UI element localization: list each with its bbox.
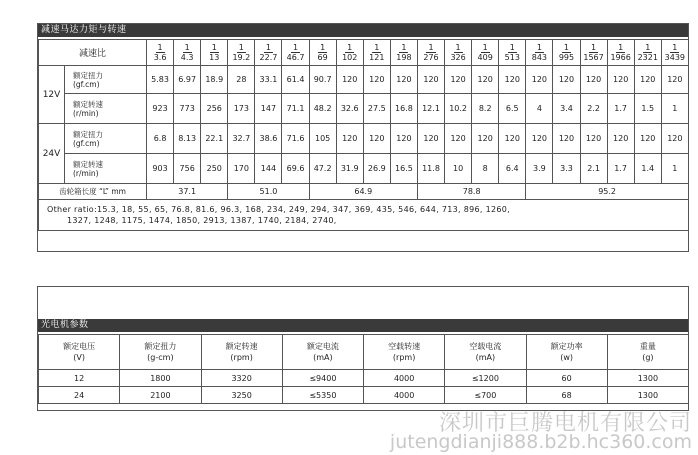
torque-label-12v: 额定扭力 (gf.cm) [65,66,147,94]
value-cell: 120 [417,66,444,94]
ratio-denominator: 3.6 [153,53,167,62]
value-cell: 6.4 [499,154,526,184]
value-cell: 2.2 [580,94,607,124]
optical-data-row [39,387,689,404]
value-cell: 120 [526,124,553,154]
value-cell: 120 [499,66,526,94]
ratio-cell [661,40,688,66]
row-12v-torque [39,66,689,94]
value-cell: 923 [147,94,174,124]
value-cell: 120 [363,124,390,154]
ratio-row [39,40,689,66]
voltage-24v-label: 24V [39,124,65,184]
value-cell: 120 [607,124,634,154]
ratio-numerator: 1 [645,43,651,52]
value-cell: 120 [417,124,444,154]
gear-motor-panel [37,23,689,252]
value-cell: 120 [553,124,580,154]
optical-header-cell: 额定功率 (w) [526,335,607,370]
value-cell: 1.7 [607,154,634,184]
value-cell: 144 [255,154,282,184]
optical-header-cell: 空载转速 (rpm) [364,335,445,370]
ratio-cell [417,40,444,66]
ratio-numerator: 1 [563,43,570,52]
gear-motor-table [38,39,689,231]
value-cell: 4 [526,94,553,124]
value-cell: 1 [661,154,688,184]
speed-label-24v: 额定转速 (r/min) [65,154,147,184]
ratio-numerator: 1 [347,43,353,52]
optical-header-cell: 额定电压 (V) [39,335,120,370]
value-cell: 120 [526,66,553,94]
value-cell: 1.5 [634,94,661,124]
gearbox-length-label: 齿轮箱长度 “L” mm [39,184,147,200]
ratio-cell [634,40,661,66]
value-cell: 120 [580,124,607,154]
watermark-company: 深圳市巨腾电机有限公司 [438,411,692,436]
value-cell: 48.2 [309,94,336,124]
value-cell: 903 [147,154,174,184]
ratio-numerator: 1 [211,43,217,52]
value-cell: 1.7 [607,94,634,124]
ratio-cell [309,40,336,66]
optical-value-cell: 12 [39,370,120,387]
ratio-numerator: 1 [157,43,163,52]
value-cell: 120 [390,66,417,94]
value-cell: 27.5 [363,94,390,124]
ratio-numerator: 1 [320,43,326,52]
value-cell: 16.8 [390,94,417,124]
ratio-numerator: 1 [591,43,597,52]
value-cell: 173 [228,94,255,124]
ratio-numerator: 1 [428,43,434,52]
ratio-numerator: 1 [265,43,271,52]
ratio-denominator: 4.3 [180,53,194,62]
ratio-cell [526,40,553,66]
optical-value-cell: 3250 [201,387,282,404]
value-cell: 8.2 [472,94,499,124]
optical-value-cell: 3320 [201,370,282,387]
ratio-denominator: 276 [423,53,439,62]
value-cell: 120 [336,66,363,94]
other-ratio-text: Other ratio:15.3, 18, 55, 65, 76.8, 81.6, 96.3, 168, 234, 249, 294, 347, 369, 435, 546, 644, 713, 896, 1260, 1327, 1248, 1175, 1474, 1850, 2913, 1387, 1740, 2184, 2740, [39,200,689,231]
ratio-denominator: 1966 [610,53,631,62]
ratio-cell [363,40,390,66]
value-cell: 120 [445,66,472,94]
value-cell: 105 [309,124,336,154]
ratio-numerator: 1 [482,43,488,52]
ratio-cell [472,40,499,66]
optical-value-cell: ≤9400 [282,370,363,387]
value-cell: 773 [174,94,201,124]
optical-value-cell: ≤1200 [445,370,526,387]
value-cell: 11.8 [417,154,444,184]
gear-motor-title: 减速马达力矩与转速 [38,24,688,37]
row-24v-torque [39,124,689,154]
value-cell: 33.1 [255,66,282,94]
value-cell: 120 [607,66,634,94]
optical-header-cell: 重量 (g) [607,335,688,370]
optical-motor-table [38,334,689,404]
value-cell: 120 [634,66,661,94]
ratio-denominator: 69 [317,53,328,62]
value-cell: 12.1 [417,94,444,124]
ratio-cell [255,40,282,66]
value-cell: 2.1 [580,154,607,184]
ratio-numerator: 1 [509,43,515,52]
ratio-numerator: 1 [672,43,678,52]
ratio-numerator: 1 [536,43,542,52]
optical-motor-title: 光电机参数 [38,319,688,332]
value-cell: 120 [472,124,499,154]
value-cell: 256 [201,94,228,124]
ratio-denominator: 121 [369,53,385,62]
value-cell: 18.9 [201,66,228,94]
ratio-numerator: 1 [184,43,190,52]
ratio-denominator: 13 [209,53,220,62]
optical-value-cell: 68 [526,387,607,404]
value-cell: 6.8 [147,124,174,154]
ratio-cell [445,40,472,66]
value-cell: 120 [472,66,499,94]
ratio-denominator: 995 [558,53,575,62]
ratio-cell [553,40,580,66]
ratio-denominator: 326 [450,53,466,62]
voltage-12v-label: 12V [39,66,65,124]
value-cell: 47.2 [309,154,336,184]
ratio-denominator: 409 [477,53,493,62]
speed-label-12v: 额定转速 (r/min) [65,94,147,124]
value-cell: 3.9 [526,154,553,184]
value-cell: 3.4 [553,94,580,124]
optical-header-cell: 空载电流 (mA) [445,335,526,370]
value-cell: 120 [336,124,363,154]
ratio-denominator: 2321 [637,53,658,62]
ratio-denominator: 46.7 [286,53,305,62]
optical-value-cell: ≤700 [445,387,526,404]
watermark-url: jutengdianji888.b2b.hc360.com [389,431,692,453]
value-cell: 26.9 [363,154,390,184]
value-cell: 71.6 [282,124,309,154]
value-cell: 120 [390,124,417,154]
ratio-denominator: 198 [396,53,412,62]
value-cell: 16.5 [390,154,417,184]
length-value: 95.2 [526,184,689,200]
ratio-cell [282,40,309,66]
optical-value-cell: 4000 [364,370,445,387]
value-cell: 71.1 [282,94,309,124]
row-24v-speed [39,154,689,184]
optical-value-cell: 1300 [607,370,688,387]
value-cell: 38.6 [255,124,282,154]
ratio-denominator: 19.2 [232,53,251,62]
value-cell: 120 [661,66,688,94]
ratio-numerator: 1 [374,43,380,52]
value-cell: 3.3 [553,154,580,184]
optical-header-cell: 额定转速 (rpm) [201,335,282,370]
ratio-numerator: 1 [455,43,461,52]
value-cell: 28 [228,66,255,94]
value-cell: 170 [228,154,255,184]
value-cell: 8.13 [174,124,201,154]
value-cell: 120 [634,124,661,154]
length-value: 78.8 [417,184,525,200]
ratio-denominator: 102 [342,53,358,62]
optical-header-cell: 额定扭力 (g-cm) [120,335,201,370]
length-value: 51.0 [228,184,309,200]
optical-value-cell: 2100 [120,387,201,404]
value-cell: 90.7 [309,66,336,94]
value-cell: 6.5 [499,94,526,124]
optical-value-cell: 1300 [607,387,688,404]
value-cell: 120 [499,124,526,154]
value-cell: 120 [580,66,607,94]
value-cell: 5.83 [147,66,174,94]
value-cell: 147 [255,94,282,124]
value-cell: 61.4 [282,66,309,94]
value-cell: 250 [201,154,228,184]
value-cell: 31.9 [336,154,363,184]
value-cell: 1 [661,94,688,124]
ratio-cell [390,40,417,66]
ratio-numerator: 1 [618,43,624,52]
value-cell: 69.6 [282,154,309,184]
ratio-denominator: 1567 [583,53,604,62]
ratio-numerator: 1 [292,43,299,52]
value-cell: 22.1 [201,124,228,154]
value-cell: 10.2 [445,94,472,124]
optical-header-cell: 额定电流 (mA) [282,335,363,370]
ratio-cell [607,40,634,66]
row-12v-speed [39,94,689,124]
optical-value-cell: 1800 [120,370,201,387]
value-cell: 32.6 [336,94,363,124]
value-cell: 120 [661,124,688,154]
ratio-numerator: 1 [238,43,244,52]
optical-value-cell: ≤5350 [282,387,363,404]
other-ratio-row [39,200,689,231]
value-cell: 120 [363,66,390,94]
ratio-cell [580,40,607,66]
ratio-denominator: 513 [504,53,520,62]
gearbox-length-row [39,184,689,200]
value-cell: 120 [445,124,472,154]
optical-value-cell: 24 [39,387,120,404]
ratio-cell [499,40,526,66]
ratio-denominator: 843 [531,53,548,62]
value-cell: 10 [445,154,472,184]
torque-label-24v: 额定扭力 (gf.cm) [65,124,147,154]
ratio-cell [201,40,228,66]
length-value: 37.1 [147,184,228,200]
ratio-cell [336,40,363,66]
optical-value-cell: 60 [526,370,607,387]
value-cell: 1.4 [634,154,661,184]
ratio-numerator: 1 [401,43,407,52]
optical-value-cell: 4000 [364,387,445,404]
value-cell: 756 [174,154,201,184]
length-value: 64.9 [309,184,417,200]
ratio-denominator: 3439 [664,53,686,62]
value-cell: 8 [472,154,499,184]
value-cell: 6.97 [174,66,201,94]
ratio-cell [147,40,174,66]
optical-data-row [39,370,689,387]
ratio-denominator: 22.7 [259,53,278,62]
optical-header-row [39,335,689,370]
value-cell: 32.7 [228,124,255,154]
ratio-label: 减速比 [39,40,147,66]
ratio-cell [174,40,201,66]
value-cell: 120 [553,66,580,94]
ratio-cell [228,40,255,66]
optical-motor-panel [37,286,689,411]
